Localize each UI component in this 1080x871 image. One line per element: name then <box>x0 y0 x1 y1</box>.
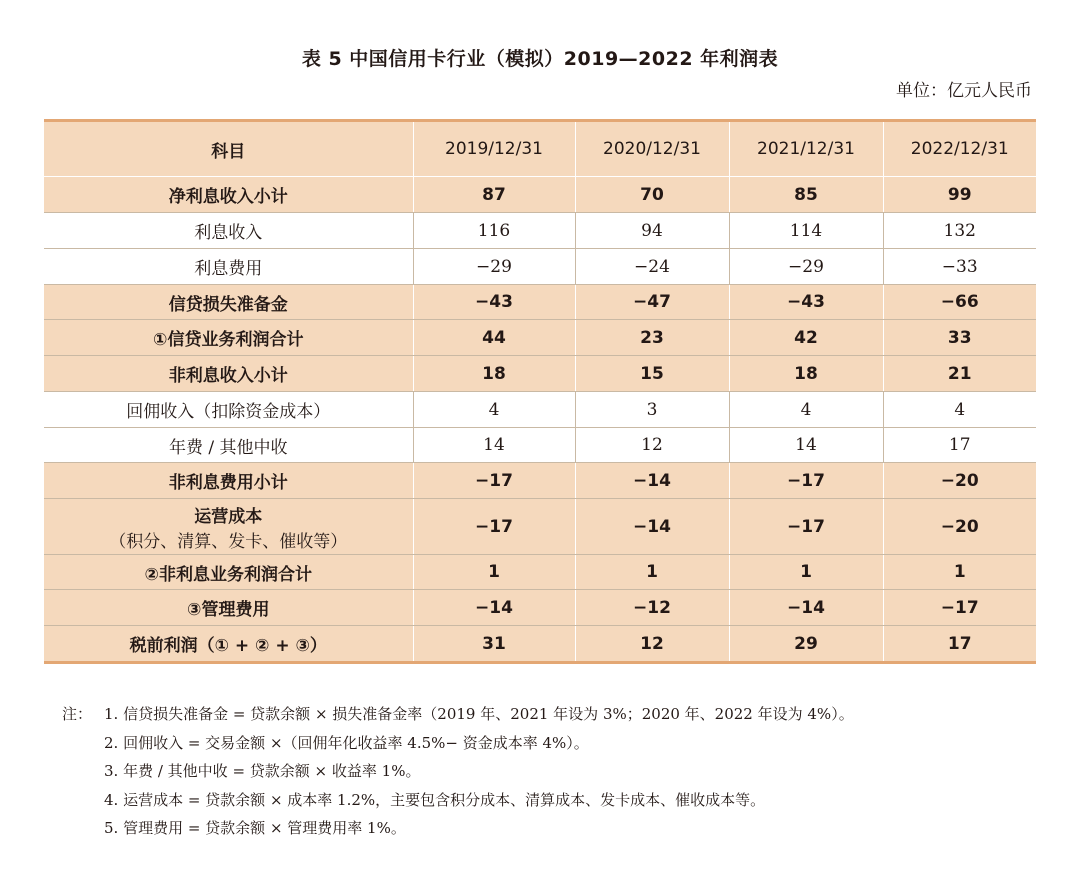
note-item <box>62 786 1052 815</box>
table-title: 表 5 中国信用卡行业（模拟）2019—2022 年利润表 <box>301 48 779 70</box>
cell-value: −14 <box>575 499 729 555</box>
cell-value: −43 <box>729 285 883 320</box>
income-statement-table <box>44 119 1036 664</box>
cell-value: −33 <box>883 249 1036 285</box>
table-row <box>44 320 1036 356</box>
cell-value: 4 <box>413 392 575 428</box>
table-row <box>44 463 1036 499</box>
cell-value: −29 <box>729 249 883 285</box>
cell-value: −12 <box>575 590 729 626</box>
cell-value: 70 <box>575 177 729 213</box>
cell-value: 1 <box>413 555 575 590</box>
table-row <box>44 626 1036 663</box>
cell-value: −14 <box>413 590 575 626</box>
cell-value: 132 <box>883 213 1036 249</box>
note-text: 5. 管理费用 = 贷款余额 × 管理费用率 1%。 <box>104 819 406 837</box>
cell-value: 21 <box>883 356 1036 392</box>
cell-value: −66 <box>883 285 1036 320</box>
row-label: ①信贷业务利润合计 <box>44 320 413 356</box>
cell-value: 18 <box>729 356 883 392</box>
row-label: 年费 / 其他中收 <box>44 428 413 463</box>
cell-value: 42 <box>729 320 883 356</box>
header-2019: 2019/12/31 <box>413 121 575 177</box>
table-notes <box>62 700 1052 843</box>
cell-value: 14 <box>729 428 883 463</box>
note-text: 4. 运营成本 = 贷款余额 × 成本率 1.2%，主要包含积分成本、清算成本、发卡成本、催收成本等。 <box>104 790 766 809</box>
row-label: ②非利息业务利润合计 <box>44 555 413 590</box>
cell-value: −17 <box>883 590 1036 626</box>
table-row <box>44 356 1036 392</box>
cell-value: 12 <box>575 626 729 663</box>
header-2020: 2020/12/31 <box>575 121 729 177</box>
cell-value: 18 <box>413 356 575 392</box>
cell-value: 33 <box>883 320 1036 356</box>
table-header-row <box>44 121 1036 177</box>
row-label: 净利息收入小计 <box>44 177 413 213</box>
table-row <box>44 285 1036 320</box>
note-text: 1. 信贷损失准备金 = 贷款余额 × 损失准备金率（2019 年、2021 年设为 3%；2020 年、2022 年设为 4%）。 <box>104 705 854 723</box>
cell-value: 1 <box>729 555 883 590</box>
cell-value: −43 <box>413 285 575 320</box>
cell-value: −14 <box>729 590 883 626</box>
table-row <box>44 590 1036 626</box>
row-label: 非利息费用小计 <box>44 463 413 499</box>
cell-value: 99 <box>883 177 1036 213</box>
note-text: 3. 年费 / 其他中收 = 贷款余额 × 收益率 1%。 <box>104 762 421 780</box>
cell-value: 31 <box>413 626 575 663</box>
row-label-sub: （积分、清算、发卡、催收等） <box>109 531 348 552</box>
unit-label: 单位：亿元人民币 <box>896 81 1032 101</box>
cell-value: −17 <box>729 499 883 555</box>
header-2022: 2022/12/31 <box>883 121 1036 177</box>
row-label: ③管理费用 <box>44 590 413 626</box>
cell-value: −17 <box>413 463 575 499</box>
table-row <box>44 213 1036 249</box>
cell-value: −29 <box>413 249 575 285</box>
cell-value: −47 <box>575 285 729 320</box>
table-row <box>44 428 1036 463</box>
cell-value: 1 <box>883 555 1036 590</box>
cell-value: −20 <box>883 463 1036 499</box>
note-text: 2. 回佣收入 = 交易金额 ×（回佣年化收益率 4.5%− 资金成本率 4%）。 <box>104 733 589 752</box>
cell-value: 17 <box>883 428 1036 463</box>
note-item <box>62 814 1052 843</box>
cell-value: 4 <box>729 392 883 428</box>
cell-value: 12 <box>575 428 729 463</box>
cell-value: 44 <box>413 320 575 356</box>
cell-value: 114 <box>729 213 883 249</box>
table-row <box>44 177 1036 213</box>
row-label: 利息费用 <box>44 249 413 285</box>
cell-value: 87 <box>413 177 575 213</box>
notes-prefix: 注： <box>62 705 93 723</box>
note-item <box>62 700 1052 729</box>
cell-value: 1 <box>575 555 729 590</box>
header-2021: 2021/12/31 <box>729 121 883 177</box>
cell-value: 29 <box>729 626 883 663</box>
table-row <box>44 499 1036 555</box>
cell-value: 3 <box>575 392 729 428</box>
table-row <box>44 392 1036 428</box>
cell-value: 4 <box>883 392 1036 428</box>
row-label: 税前利润（① + ② + ③） <box>44 626 413 663</box>
row-label: 非利息收入小计 <box>44 356 413 392</box>
cell-value: 85 <box>729 177 883 213</box>
note-item <box>62 729 1052 758</box>
row-label-main: 运营成本 <box>194 506 263 527</box>
row-label: 利息收入 <box>44 213 413 249</box>
cell-value: 94 <box>575 213 729 249</box>
cell-value: −17 <box>729 463 883 499</box>
table-row <box>44 249 1036 285</box>
cell-value: −14 <box>575 463 729 499</box>
cell-value: 17 <box>883 626 1036 663</box>
row-label: 回佣收入（扣除资金成本） <box>44 392 413 428</box>
cell-value: 23 <box>575 320 729 356</box>
cell-value: 15 <box>575 356 729 392</box>
cell-value: 14 <box>413 428 575 463</box>
table-row <box>44 555 1036 590</box>
cell-value: −24 <box>575 249 729 285</box>
header-subject: 科目 <box>44 121 413 177</box>
cell-value: −17 <box>413 499 575 555</box>
cell-value: −20 <box>883 499 1036 555</box>
cell-value: 116 <box>413 213 575 249</box>
note-item <box>62 757 1052 786</box>
row-label <box>44 499 413 555</box>
row-label: 信贷损失准备金 <box>44 285 413 320</box>
